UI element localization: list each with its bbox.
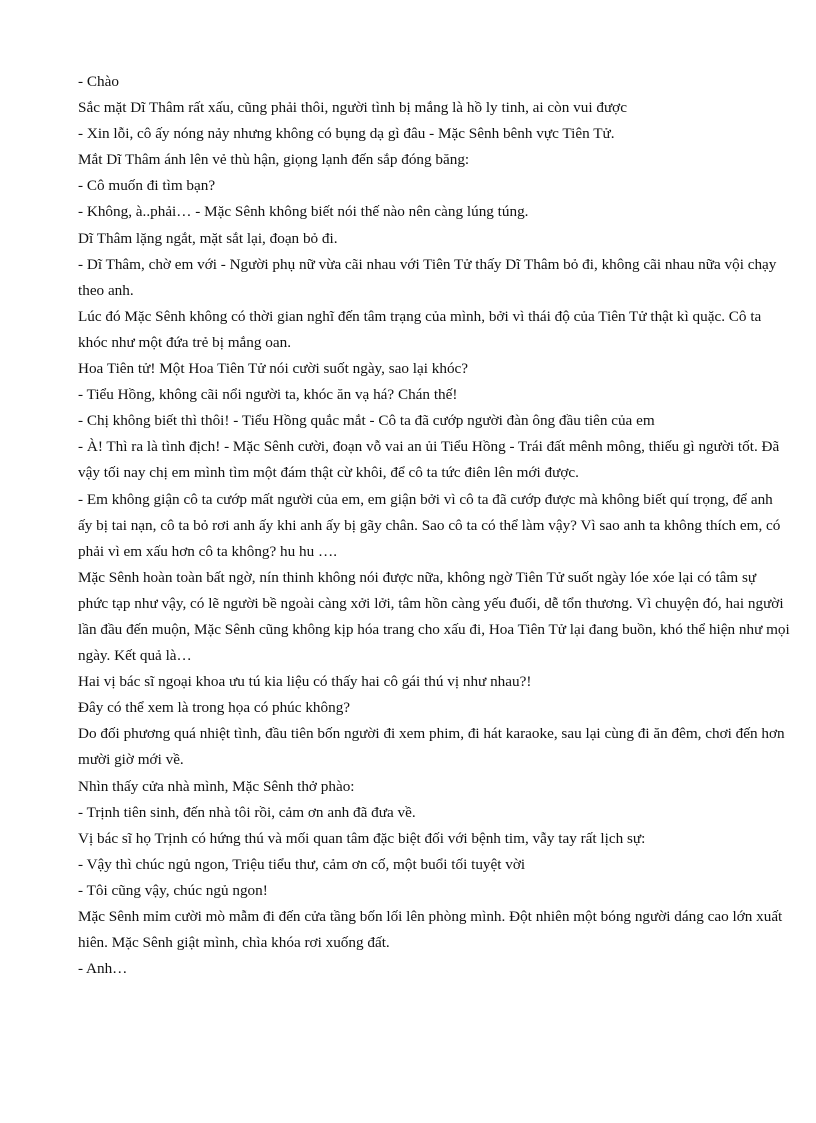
paragraph: - Anh…: [78, 960, 128, 978]
story-text: [78, 69, 790, 982]
paragraph: Hai vị bác sĩ ngoại khoa ưu tú kia liệu có thấy hai cô gái thú vị như nhau?!: [78, 673, 532, 691]
paragraph: - Tôi cũng vậy, chúc ngủ ngon!: [78, 881, 268, 899]
paragraph: Mặc Sênh hoàn toàn bất ngờ, nín thinh không nói được nữa, không ngờ Tiên Tử suốt ngày lóe xóe lại có tâm sự phức tạp như vậy, có lẽ người bề ngoài càng xởi lởi, tâm hồn càng yếu đuối, dễ tổn thương. Vì chuyện đó, hai người lần đầu đến muộn, Mặc Sênh cũng không kịp hóa trang cho xấu đi, Hoa Tiên Tử lại đang buồn, khó thể hiện như mọi ngày. Kết quả là…: [78, 568, 790, 665]
paragraph: - Tiểu Hồng, không cãi nổi người ta, khóc ăn vạ há? Chán thế!: [78, 386, 458, 404]
paragraph: - Vậy thì chúc ngủ ngon, Triệu tiểu thư, cảm ơn cố, một buổi tối tuyệt vời: [78, 855, 526, 873]
paragraph: - Xin lỗi, cô ấy nóng nảy nhưng không có bụng dạ gì đâu - Mặc Sênh bênh vực Tiên Tử.: [78, 125, 615, 143]
paragraph: Đây có thể xem là trong họa có phúc không?: [78, 699, 351, 717]
paragraph: Sắc mặt Dĩ Thâm rất xấu, cũng phải thôi, người tình bị mắng là hồ ly tinh, ai còn vui được: [78, 99, 627, 117]
paragraph: - Em không giận cô ta cướp mất người của em, em giận bởi vì cô ta đã cướp được mà không biết quí trọng, để anh ấy bị tai nạn, cô ta bỏ rơi anh ấy khi anh ấy bị gãy chân. Sao cô ta có thể làm vậy? Vì sao anh ta không thích em, có phải vì em xấu hơn cô ta không? hu hu ….: [78, 490, 781, 560]
paragraph: - Chào: [78, 73, 119, 90]
paragraph: - Trịnh tiên sinh, đến nhà tôi rồi, cảm ơn anh đã đưa về.: [78, 803, 416, 821]
paragraph: - Không, à..phải… - Mặc Sênh không biết nói thế nào nên càng lúng túng.: [78, 203, 529, 221]
paragraph: Do đối phương quá nhiệt tình, đầu tiên bốn người đi xem phim, đi hát karaoke, sau lại cùng đi ăn đêm, chơi đến hơn mười giờ mới về.: [78, 725, 785, 769]
paragraph: - Chị không biết thì thôi! - Tiểu Hồng quắc mắt - Cô ta đã cướp người đàn ông đầu tiên của em: [78, 412, 655, 430]
paragraph: Mặc Sênh mỉm cười mò mẫm đi đến cửa tầng bốn lối lên phòng mình. Đột nhiên một bóng người dáng cao lớn xuất hiên. Mặc Sênh giật mình, chìa khóa rơi xuống đất.: [78, 908, 783, 952]
paragraph: Lúc đó Mặc Sênh không có thời gian nghĩ đến tâm trạng của mình, bởi vì thái độ của Tiên Tử thật kì quặc. Cô ta khóc như một đứa trẻ bị mắng oan.: [78, 307, 762, 351]
paragraph: - À! Thì ra là tình địch! - Mặc Sênh cười, đoạn vỗ vai an ủi Tiểu Hồng - Trái đất mênh mông, thiếu gì người tốt. Đã vậy tối nay chị em mình tìm một đám thật cừ khôi, để cô ta tức điên lên mới được.: [78, 438, 780, 482]
paragraph: Mắt Dĩ Thâm ánh lên vẻ thù hận, giọng lạnh đến sắp đóng băng:: [78, 151, 470, 169]
paragraph: Vị bác sĩ họ Trịnh có hứng thú và mối quan tâm đặc biệt đối với bệnh tim, vẫy tay rất lịch sự:: [78, 829, 646, 847]
paragraph: Dĩ Thâm lặng ngắt, mặt sắt lại, đoạn bỏ đi.: [78, 229, 338, 247]
paragraph: - Cô muốn đi tìm bạn?: [78, 177, 216, 195]
paragraph: - Dĩ Thâm, chờ em với - Người phụ nữ vừa cãi nhau với Tiên Tử thấy Dĩ Thâm bỏ đi, không cãi nhau nữa vội chạy theo anh.: [78, 255, 777, 299]
paragraph: Hoa Tiên tử! Một Hoa Tiên Tử nói cười suốt ngày, sao lại khóc?: [78, 360, 469, 378]
paragraph: Nhìn thấy cửa nhà mình, Mặc Sênh thở phào:: [78, 777, 355, 795]
